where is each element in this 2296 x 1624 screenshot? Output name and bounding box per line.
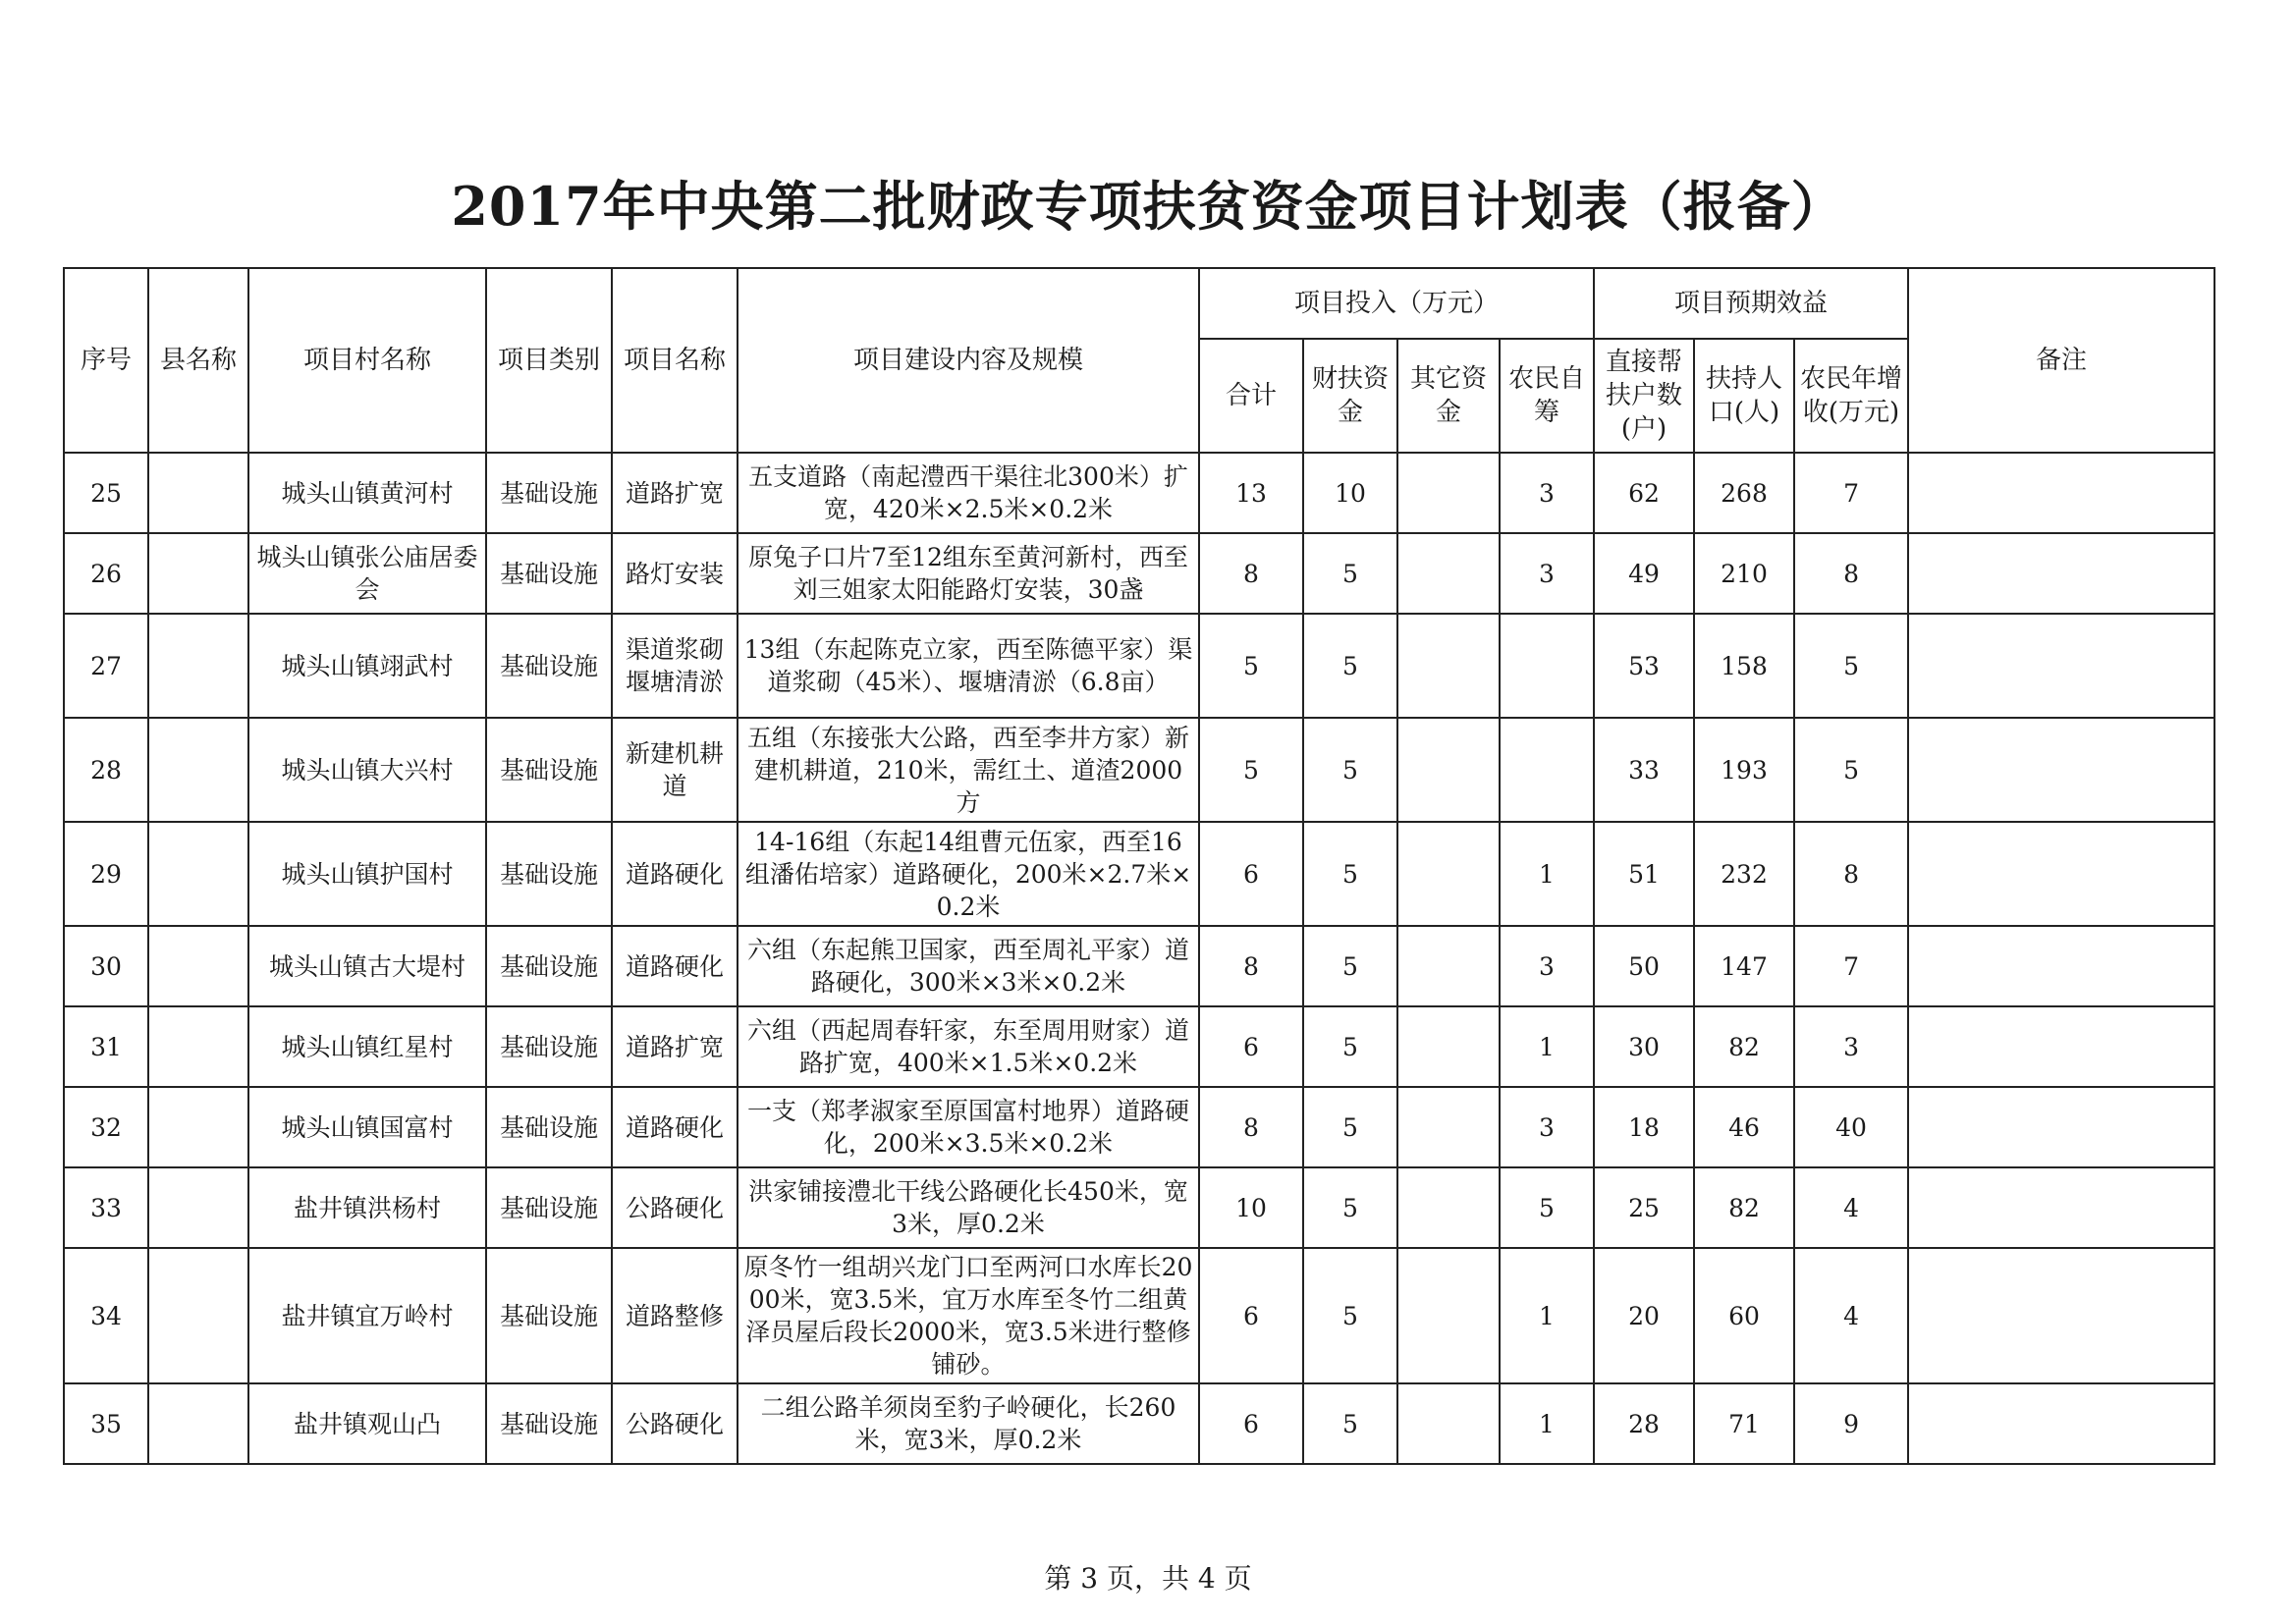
- cell-total: 6: [1199, 1006, 1303, 1087]
- cell-income: 7: [1794, 926, 1908, 1006]
- cell-other: [1397, 718, 1500, 822]
- cell-remark: [1908, 926, 2214, 1006]
- cell-remark: [1908, 1006, 2214, 1087]
- cell-people: 193: [1694, 718, 1794, 822]
- table-row: [64, 614, 2214, 718]
- cell-income: 5: [1794, 614, 1908, 718]
- cell-category: 基础设施: [486, 926, 612, 1006]
- col-header-remark: 备注: [1908, 268, 2214, 453]
- cell-self: 1: [1500, 822, 1594, 926]
- cell-content: 原冬竹一组胡兴龙门口至两河口水库长2000米，宽3.5米，宜万水库至冬竹二组黄泽员屋后段长2000米，宽3.5米进行整修铺砂。: [738, 1248, 1199, 1383]
- cell-self: 3: [1500, 453, 1594, 533]
- cell-people: 71: [1694, 1383, 1794, 1464]
- cell-content: 六组（东起熊卫国家，西至周礼平家）道路硬化，300米×3米×0.2米: [738, 926, 1199, 1006]
- cell-people: 268: [1694, 453, 1794, 533]
- cell-people: 60: [1694, 1248, 1794, 1383]
- cell-people: 232: [1694, 822, 1794, 926]
- cell-county: [148, 1383, 248, 1464]
- cell-remark: [1908, 718, 2214, 822]
- cell-households: 20: [1594, 1248, 1694, 1383]
- cell-other: [1397, 1006, 1500, 1087]
- project-plan-table: [63, 267, 2215, 1465]
- table-row: [64, 453, 2214, 533]
- cell-county: [148, 1167, 248, 1248]
- col-header-project: 项目名称: [612, 268, 738, 453]
- cell-category: 基础设施: [486, 453, 612, 533]
- cell-remark: [1908, 1087, 2214, 1167]
- cell-total: 13: [1199, 453, 1303, 533]
- cell-seq: 31: [64, 1006, 148, 1087]
- cell-seq: 30: [64, 926, 148, 1006]
- cell-county: [148, 614, 248, 718]
- col-group-investment: 项目投入（万元）: [1199, 268, 1594, 339]
- cell-village: 城头山镇翊武村: [248, 614, 486, 718]
- cell-content: 二组公路羊须岗至豹子岭硬化，长260米，宽3米，厚0.2米: [738, 1383, 1199, 1464]
- cell-fund: 5: [1303, 1383, 1397, 1464]
- cell-households: 49: [1594, 533, 1694, 614]
- cell-content: 14-16组（东起14组曹元伍家，西至16组潘佑培家）道路硬化，200米×2.7米×0.2米: [738, 822, 1199, 926]
- col-header-fund: 财扶资金: [1303, 339, 1397, 453]
- cell-county: [148, 1248, 248, 1383]
- cell-households: 53: [1594, 614, 1694, 718]
- cell-content: 洪家铺接澧北干线公路硬化长450米，宽3米，厚0.2米: [738, 1167, 1199, 1248]
- cell-fund: 5: [1303, 822, 1397, 926]
- cell-self: 5: [1500, 1167, 1594, 1248]
- cell-fund: 5: [1303, 926, 1397, 1006]
- cell-seq: 27: [64, 614, 148, 718]
- cell-project: 道路硬化: [612, 926, 738, 1006]
- cell-seq: 28: [64, 718, 148, 822]
- cell-project: 道路扩宽: [612, 1006, 738, 1087]
- cell-households: 51: [1594, 822, 1694, 926]
- cell-other: [1397, 453, 1500, 533]
- cell-content: 原兔子口片7至12组东至黄河新村，西至刘三姐家太阳能路灯安装，30盏: [738, 533, 1199, 614]
- cell-seq: 29: [64, 822, 148, 926]
- cell-other: [1397, 822, 1500, 926]
- cell-other: [1397, 1383, 1500, 1464]
- cell-category: 基础设施: [486, 1248, 612, 1383]
- cell-income: 5: [1794, 718, 1908, 822]
- cell-category: 基础设施: [486, 822, 612, 926]
- table-row: [64, 1167, 2214, 1248]
- cell-project: 路灯安装: [612, 533, 738, 614]
- cell-remark: [1908, 453, 2214, 533]
- cell-households: 50: [1594, 926, 1694, 1006]
- col-header-self: 农民自筹: [1500, 339, 1594, 453]
- table-row: [64, 822, 2214, 926]
- table-row: [64, 718, 2214, 822]
- cell-total: 5: [1199, 718, 1303, 822]
- col-header-households: 直接帮扶户数(户): [1594, 339, 1694, 453]
- col-header-people: 扶持人口(人): [1694, 339, 1794, 453]
- cell-remark: [1908, 1383, 2214, 1464]
- cell-village: 城头山镇黄河村: [248, 453, 486, 533]
- cell-total: 6: [1199, 822, 1303, 926]
- cell-people: 82: [1694, 1167, 1794, 1248]
- cell-remark: [1908, 822, 2214, 926]
- cell-fund: 5: [1303, 1087, 1397, 1167]
- cell-other: [1397, 926, 1500, 1006]
- cell-county: [148, 822, 248, 926]
- cell-fund: 10: [1303, 453, 1397, 533]
- cell-category: 基础设施: [486, 1167, 612, 1248]
- cell-people: 46: [1694, 1087, 1794, 1167]
- cell-seq: 32: [64, 1087, 148, 1167]
- cell-village: 盐井镇观山凸: [248, 1383, 486, 1464]
- cell-project: 道路扩宽: [612, 453, 738, 533]
- cell-seq: 25: [64, 453, 148, 533]
- cell-fund: 5: [1303, 718, 1397, 822]
- col-header-seq: 序号: [64, 268, 148, 453]
- cell-income: 40: [1794, 1087, 1908, 1167]
- cell-county: [148, 718, 248, 822]
- cell-other: [1397, 1248, 1500, 1383]
- cell-category: 基础设施: [486, 533, 612, 614]
- cell-fund: 5: [1303, 533, 1397, 614]
- page-title: 2017年中央第二批财政专项扶贫资金项目计划表（报备）: [451, 175, 1845, 238]
- cell-self: 1: [1500, 1383, 1594, 1464]
- cell-content: 五组（东接张大公路，西至李井方家）新建机耕道，210米，需红土、道渣2000方: [738, 718, 1199, 822]
- cell-village: 城头山镇护国村: [248, 822, 486, 926]
- cell-people: 158: [1694, 614, 1794, 718]
- cell-income: 7: [1794, 453, 1908, 533]
- col-header-content: 项目建设内容及规模: [738, 268, 1199, 453]
- cell-other: [1397, 1167, 1500, 1248]
- cell-project: 公路硬化: [612, 1383, 738, 1464]
- cell-content: 13组（东起陈克立家，西至陈德平家）渠道浆砌（45米）、堰塘清淤（6.8亩）: [738, 614, 1199, 718]
- cell-county: [148, 453, 248, 533]
- cell-seq: 35: [64, 1383, 148, 1464]
- cell-village: 盐井镇洪杨村: [248, 1167, 486, 1248]
- col-header-other: 其它资金: [1397, 339, 1500, 453]
- cell-village: 盐井镇宜万岭村: [248, 1248, 486, 1383]
- cell-county: [148, 1006, 248, 1087]
- cell-income: 3: [1794, 1006, 1908, 1087]
- cell-people: 147: [1694, 926, 1794, 1006]
- cell-project: 道路硬化: [612, 1087, 738, 1167]
- cell-income: 8: [1794, 533, 1908, 614]
- table-row: [64, 533, 2214, 614]
- col-header-county: 县名称: [148, 268, 248, 453]
- cell-self: [1500, 614, 1594, 718]
- cell-remark: [1908, 1167, 2214, 1248]
- cell-households: 33: [1594, 718, 1694, 822]
- cell-category: 基础设施: [486, 1087, 612, 1167]
- col-header-total: 合计: [1199, 339, 1303, 453]
- col-group-benefit: 项目预期效益: [1594, 268, 1908, 339]
- table-row: [64, 926, 2214, 1006]
- cell-category: 基础设施: [486, 718, 612, 822]
- cell-content: 六组（西起周春轩家，东至周用财家）道路扩宽，400米×1.5米×0.2米: [738, 1006, 1199, 1087]
- cell-content: 一支（郑孝淑家至原国富村地界）道路硬化，200米×3.5米×0.2米: [738, 1087, 1199, 1167]
- cell-category: 基础设施: [486, 614, 612, 718]
- table-row: [64, 1383, 2214, 1464]
- cell-total: 10: [1199, 1167, 1303, 1248]
- cell-households: 62: [1594, 453, 1694, 533]
- cell-project: 渠道浆砌堰塘清淤: [612, 614, 738, 718]
- table-row: [64, 1006, 2214, 1087]
- cell-fund: 5: [1303, 1167, 1397, 1248]
- cell-other: [1397, 533, 1500, 614]
- table-row: [64, 1087, 2214, 1167]
- cell-self: 1: [1500, 1006, 1594, 1087]
- cell-total: 6: [1199, 1248, 1303, 1383]
- cell-households: 30: [1594, 1006, 1694, 1087]
- page-number: 第 3 页，共 4 页: [1044, 1562, 1252, 1595]
- cell-project: 道路整修: [612, 1248, 738, 1383]
- cell-self: 3: [1500, 926, 1594, 1006]
- cell-households: 28: [1594, 1383, 1694, 1464]
- cell-village: 城头山镇古大堤村: [248, 926, 486, 1006]
- cell-people: 210: [1694, 533, 1794, 614]
- cell-households: 18: [1594, 1087, 1694, 1167]
- table-row: [64, 1248, 2214, 1383]
- cell-income: 9: [1794, 1383, 1908, 1464]
- cell-self: [1500, 718, 1594, 822]
- cell-remark: [1908, 1248, 2214, 1383]
- cell-village: 城头山镇红星村: [248, 1006, 486, 1087]
- cell-project: 道路硬化: [612, 822, 738, 926]
- cell-village: 城头山镇张公庙居委会: [248, 533, 486, 614]
- cell-total: 8: [1199, 533, 1303, 614]
- cell-self: 1: [1500, 1248, 1594, 1383]
- cell-fund: 5: [1303, 614, 1397, 718]
- cell-people: 82: [1694, 1006, 1794, 1087]
- cell-category: 基础设施: [486, 1383, 612, 1464]
- header-row-group: [64, 268, 2214, 339]
- cell-total: 6: [1199, 1383, 1303, 1464]
- cell-other: [1397, 614, 1500, 718]
- cell-self: 3: [1500, 1087, 1594, 1167]
- cell-total: 5: [1199, 614, 1303, 718]
- cell-county: [148, 1087, 248, 1167]
- cell-fund: 5: [1303, 1248, 1397, 1383]
- cell-income: 4: [1794, 1167, 1908, 1248]
- cell-content: 五支道路（南起澧西干渠往北300米）扩宽，420米×2.5米×0.2米: [738, 453, 1199, 533]
- col-header-village: 项目村名称: [248, 268, 486, 453]
- cell-self: 3: [1500, 533, 1594, 614]
- cell-project: 新建机耕道: [612, 718, 738, 822]
- cell-project: 公路硬化: [612, 1167, 738, 1248]
- cell-total: 8: [1199, 1087, 1303, 1167]
- cell-income: 4: [1794, 1248, 1908, 1383]
- cell-households: 25: [1594, 1167, 1694, 1248]
- col-header-income: 农民年增收(万元): [1794, 339, 1908, 453]
- cell-village: 城头山镇大兴村: [248, 718, 486, 822]
- cell-category: 基础设施: [486, 1006, 612, 1087]
- cell-county: [148, 926, 248, 1006]
- cell-remark: [1908, 614, 2214, 718]
- cell-remark: [1908, 533, 2214, 614]
- cell-village: 城头山镇国富村: [248, 1087, 486, 1167]
- col-header-category: 项目类别: [486, 268, 612, 453]
- cell-seq: 33: [64, 1167, 148, 1248]
- cell-county: [148, 533, 248, 614]
- cell-income: 8: [1794, 822, 1908, 926]
- cell-total: 8: [1199, 926, 1303, 1006]
- cell-seq: 26: [64, 533, 148, 614]
- cell-other: [1397, 1087, 1500, 1167]
- cell-seq: 34: [64, 1248, 148, 1383]
- cell-fund: 5: [1303, 1006, 1397, 1087]
